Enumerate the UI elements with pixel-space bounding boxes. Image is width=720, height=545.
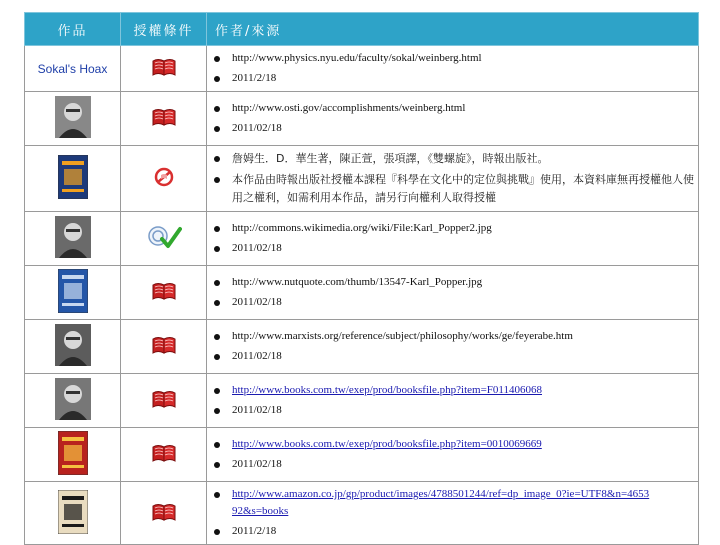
work-cell [25,146,121,212]
table-row [25,146,699,212]
source-list [208,436,697,473]
header-license: 授權條件 [121,13,207,46]
work-cell [25,46,121,92]
open-book-icon [151,335,177,358]
source-list [208,220,697,257]
source-cell [207,428,699,482]
source-cell [207,374,699,428]
cc-check-icon [146,223,182,254]
header-work: 作品 [25,13,121,46]
source-cell [207,46,699,92]
source-cell [207,146,699,212]
license-cell [121,46,207,92]
source-text: 2011/02/18 [232,350,282,362]
portrait-photo-icon [55,216,91,261]
header-row [25,13,699,46]
work-cell [25,320,121,374]
source-text: 2011/02/18 [232,122,282,134]
license-cell [121,482,207,545]
restricted-circle-icon [152,165,176,192]
source-cell [207,482,699,545]
table-row [25,266,699,320]
work-cell [25,92,121,146]
table-row [25,320,699,374]
list-item [208,382,697,399]
license-cell [121,92,207,146]
table-row [25,482,699,545]
source-text: http://www.marxists.org/reference/subject/philosophy/works/ge/feyerabe.htm [232,330,573,342]
table-body [25,46,699,545]
portrait-photo-icon [55,96,91,141]
table-row [25,428,699,482]
source-list [208,328,697,365]
work-cell [25,212,121,266]
source-text: 本作品由時報出版社授權本課程『科學在文化中的定位與挑戰』使用，本資料庫無再授權他人使用之權利，如需利用本作品，請另行向權利人取得授權 [232,173,694,204]
source-list [208,150,697,207]
attribution-table [24,12,699,545]
source-text: 詹姆生．D．華生著，陳正萱，張項譯，《雙螺旋》，時報出版社。 [232,152,549,165]
list-item [208,486,697,520]
open-book-icon [151,443,177,466]
list-item [208,294,697,311]
table-row [25,374,699,428]
source-list [208,382,697,419]
list-item [208,70,697,87]
license-cell [121,266,207,320]
source-list [208,274,697,311]
list-item [208,456,697,473]
list-item [208,348,697,365]
list-item [208,328,697,345]
source-link[interactable]: http://www.books.com.tw/exep/prod/booksfile.php?item=0010069669 [232,438,542,450]
open-book-icon [151,389,177,412]
list-item [208,120,697,137]
header-source: 作者/來源 [207,13,699,46]
list-item [208,150,697,168]
portrait-photo-icon [55,378,91,423]
open-book-icon [151,57,177,80]
source-cell [207,266,699,320]
list-item [208,171,697,207]
source-link[interactable]: http://www.amazon.co.jp/gp/product/images/4788501244/ref=dp_image_0?ie=UTF8&n=4653 92&s=books [232,488,650,517]
work-cell [25,428,121,482]
list-item [208,50,697,67]
work-cell [25,482,121,545]
open-book-icon [151,107,177,130]
table-row [25,92,699,146]
source-list [208,100,697,137]
book-cover-icon [58,490,88,537]
license-cell [121,374,207,428]
book-cover-icon [58,155,88,202]
work-cell [25,266,121,320]
source-text: 2011/02/18 [232,242,282,254]
source-link[interactable]: http://www.books.com.tw/exep/prod/booksfile.php?item=F011406068 [232,384,542,396]
work-title: Sokal's Hoax [37,61,108,76]
attribution-table-container [24,12,698,545]
source-text: http://www.physics.nyu.edu/faculty/sokal/weinberg.html [232,52,482,64]
source-text: 2011/02/18 [232,404,282,416]
list-item [208,436,697,453]
license-cell [121,212,207,266]
list-item [208,100,697,117]
source-text: http://www.nutquote.com/thumb/13547-Karl_Popper.jpg [232,276,483,288]
license-cell [121,428,207,482]
license-cell [121,320,207,374]
list-item [208,402,697,419]
portrait-photo-icon [55,324,91,369]
source-text: http://www.osti.gov/accomplishments/weinberg.html [232,102,466,114]
list-item [208,523,697,540]
list-item [208,274,697,291]
work-cell [25,374,121,428]
book-cover-icon [58,431,88,478]
source-text: 2011/2/18 [232,525,277,537]
source-list [208,50,697,87]
source-cell [207,92,699,146]
source-cell [207,320,699,374]
table-row [25,46,699,92]
source-text: 2011/02/18 [232,458,282,470]
source-text: http://commons.wikimedia.org/wiki/File:Karl_Popper2.jpg [232,222,492,234]
source-text: 2011/2/18 [232,72,277,84]
open-book-icon [151,502,177,525]
open-book-icon [151,281,177,304]
table-row [25,212,699,266]
book-cover-icon [58,269,88,316]
source-text: 2011/02/18 [232,296,282,308]
source-list [208,486,697,540]
list-item [208,240,697,257]
source-cell [207,212,699,266]
license-cell [121,146,207,212]
list-item [208,220,697,237]
